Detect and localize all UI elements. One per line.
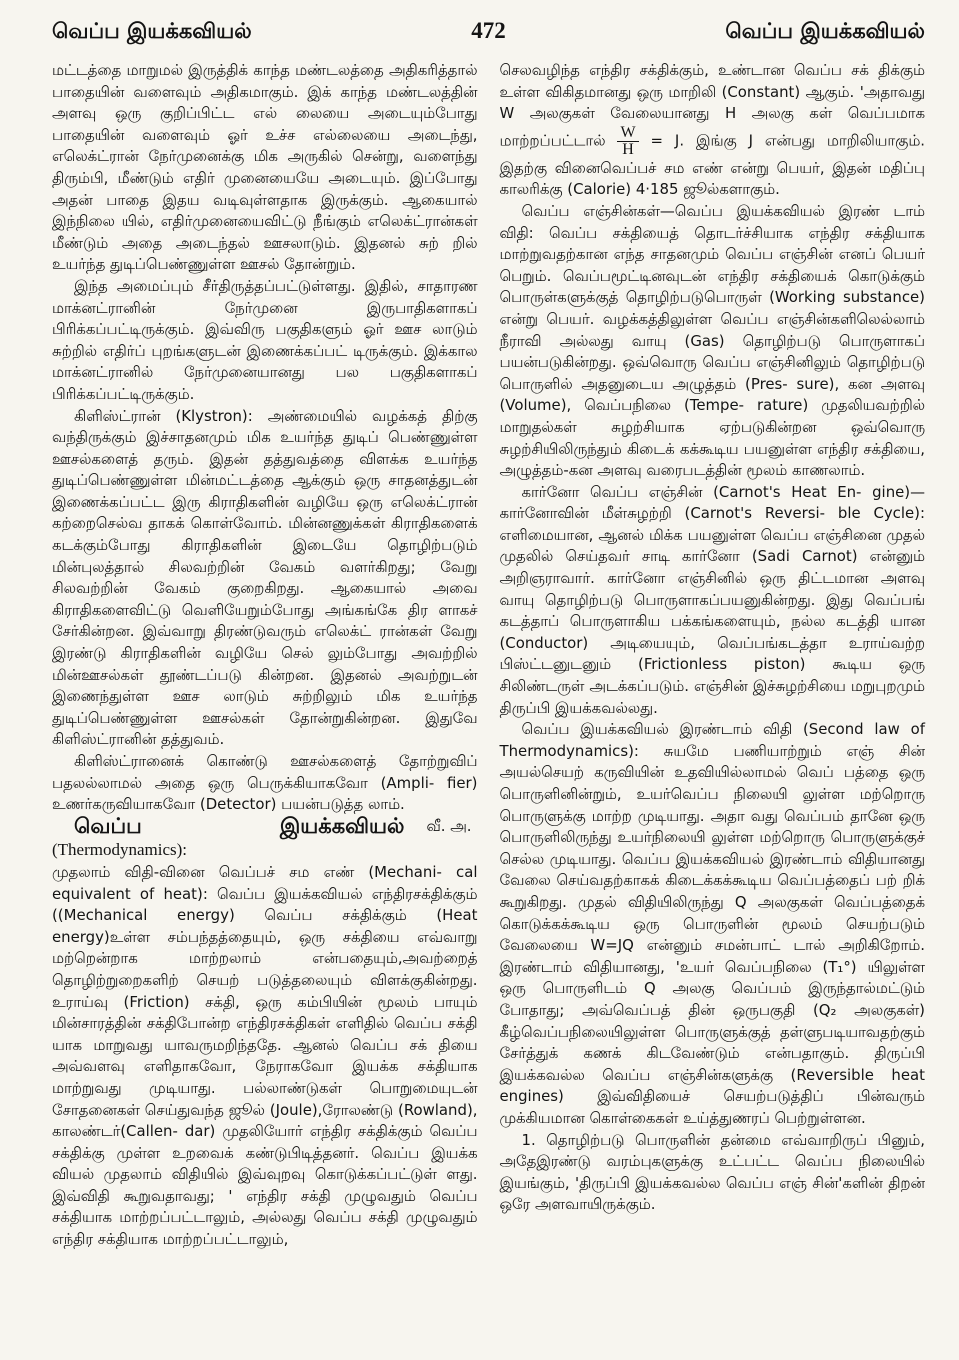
equation-rhs: = J. bbox=[650, 131, 685, 150]
paragraph-text: இங்கு J என்பது மாறிலியாகும். இதற்கு வினைவெப்பச் சம எண் என்று பெயர், இதன் மதிப்பு காலரிக்கு (Calorie) 4·185 ஜூல்களாகும். bbox=[499, 131, 926, 199]
author-initials: வீ. அ. bbox=[426, 816, 472, 835]
paragraph-text: செலவழிந்த எந்திர சக்திக்கும், உண்டான வெப்ப சக் திக்கும் உள்ள விகிதமானது ஒரு மாறிலி (Constant) ஆகும். 'அதாவது W அலகுகள் வேலையானது H அலகு கள் வெப்பமாக மாற்றப்பட்டால் bbox=[499, 61, 925, 150]
right-column bbox=[500, 60, 926, 1251]
article-heading-tamil: வெப்ப இயக்கவியல் bbox=[74, 813, 405, 838]
paragraph: மட்டத்தை மாறுமல் இருத்திக் காந்த மண்டலத்தை அதிகரித்தால் பாதையின் வளைவும் அதிகமாகும். இக் காந்த மண்டலத்தின் அளவு ஒரு குறிப்பிட்ட எல் லையை அடையும்போது பாதையின் வளைவும் ஓர் உச்ச எல்லையை அடைந்து, எலெக்ட்ரான் நேர்முனைக்கு மிக அருகில் சென்று, வளைந்து திரும்பி, மீண்டும் எதிர் முனையையே அடையும். இப்போது அதன் பாதை இதய வடிவுள்ளதாக இருக்கும். ஆகையால் இந்நிலை யில், எதிர்முனையைவிட்டு நீங்கும் எலெக்ட்ரான்கள் மீண்டும் அதை அடைந்தல் ஊசலாடும். இதனல் சுற் றில் உயர்ந்த துடிப்பெண்ணுள்ள ஊசல் தோன்றும். bbox=[52, 61, 478, 274]
paragraph: கார்னோ வெப்ப எஞ்சின் (Carnot's Heat En- gine)—கார்னோவின் மீள்சுழற்றி (Carnot's Reversi- ble Cycle): எளிமையான, ஆனல் மிக்க பயனுள்ள வெப்ப எஞ்சினை முதல் முதலில் செய்தவர் சாடி கார்னோ (Sadi Carnot) என்னும் அறிஞராவார். கார்னோ எஞ்சினில் ஒரு திட்டமான அளவு வாயு தொழிற்படு பொருளாகப்பயனுகின்றது. இது வெப்பங் கடத்தாப் பொருளாகிய பக்கங்களையும், நல்ல கடத்தி யான (Conductor) அடியையும், வெப்பங்கடத்தா உராய்வற்ற பிஸ்ட்டனுடனும் (Frictionless piston) கூடிய ஒரு சிலிண்டருள் அடக்கப்படும். எஞ்சின் இச்சுழற்சியை மறுபுறமும் திருப்பி இயக்கவல்லது. bbox=[499, 482, 925, 717]
fraction-w-over-h bbox=[617, 125, 638, 158]
page-number: 472 bbox=[471, 18, 506, 43]
paragraph: வெப்ப எஞ்சின்கள்—வெப்ப இயக்கவியல் இரண் டாம் விதி: வெப்ப சக்தியைத் தொடர்ச்சியாக எந்திர சக்தியாக மாற்றுவதற்கான எந்த சாதனமும் வெப்ப எஞ்சின் எனப் பெயர் பெறும். வெப்பமூட்டினவுடன் எந்திர சக்தியைக் கொடுக்கும் பொருள்களுக்குத் தொழிற்படுபொருள் (Working substance) என்று பெயர். வழக்கத்திலுள்ள வெப்ப எஞ்சின்களிலெல்லாம் நீராவி அல்லது வாயு (Gas) தொழிற்படு பொருளாகப் பயன்படுகின்றது. ஒவ்வொரு வெப்ப எஞ்சினிலும் தொழிற்படு பொருளில் அதனுடைய அழுத்தம் (Pres- sure), கன அளவு (Volume), வெப்பநிலை (Tempe- rature) முதலியவற்றில் மாறுதல்கள் சுழற்சியாக ஏற்படுகின்றன ஒவ்வொரு சுழற்சியிலிருந்தும் கிடைக் கக்கூடிய பயனுள்ள எந்திர சக்தியை, அழுத்தம்-கன அளவு வரைபடத்தின் மூலம் காணலாம். bbox=[499, 201, 925, 480]
fraction-denominator: H bbox=[622, 140, 634, 158]
article-heading-english: (Thermodynamics): bbox=[52, 840, 188, 860]
running-header bbox=[52, 18, 925, 60]
fraction-numerator: W bbox=[617, 125, 638, 142]
paragraph: இந்த அமைப்பும் சீர்திருத்தப்பட்டுள்ளது. இதில், சாதாரண மாக்னட்ரானின் நேர்முனை இருபாதிகளாகப் பிரிக்கப்பட்டிருக்கும். இவ்விரு பகுதிகளும் ஓர் ஊச லாடும் சுற்றில் எதிர்ப் புறங்களுடன் இணைக்கப்பட் டிருக்கும். இக்கால மாக்னட்ரானில் நேர்முனையானது பல பகுதிகளாகப் பிரிக்கப்பட்டிருக்கும். bbox=[52, 276, 478, 403]
running-title-right: வெப்ப இயக்கவியல் bbox=[725, 19, 925, 43]
two-column-body bbox=[52, 60, 925, 1251]
paragraph: கிளிஸ்ட்ரான் (Klystron): அண்மையில் வழக்கத் திற்கு வந்திருக்கும் இச்சாதனமும் மிக உயர்ந்த துடிப் பெண்ணுள்ள ஊசல்களைத் தரும். இதன் தத்துவத்தை விளக்க உயர்ந்த துடிப்பெண்ணுள்ள மின்மட்டத்தை ஆக்கும் ஒரு சாதனத்துடன் இணைக்கப்பட்ட இரு கிராதிகளின் வழியே ஒரு எலெக்ட்ரான் கற்றைசெல்வ தாகக் கொள்வோம். மின்னணுக்கள் கிராதிகளைக் கடக்கும்போது கிராதிகளின் இடையே தொழிற்படும் மின்புலத்தால் சிலவற்றின் வேகம் வளர்கிறது; வேறு சிலவற்றின் வேகம் குறைகிறது. ஆகையால் அவை கிராதிகளைவிட்டு வெளியேறும்போது அங்கங்கே திர ளாகச் சேர்கின்றன. இவ்வாறு திரண்டுவரும் எலெக்ட் ரான்கள் வேறு இரண்டு கிராதிகளின் வழியே செல் லும்போது அவற்றில் மின்ஊசல்கள் தூண்டப்படு கின்றன. இதனல் அவற்றுடன் இணைந்துள்ள ஊச லாடும் சுற்றிலும் மிக உயர்ந்த துடிப்பெண்ணுள்ள ஊசல்கள் தோன்றுகின்றன. இதுவே கிளிஸ்ட்ரானின் தத்துவம். bbox=[52, 406, 478, 749]
running-title-left: வெப்ப இயக்கவியல் bbox=[52, 19, 252, 43]
paragraph bbox=[500, 60, 926, 201]
paragraph: 1. தொழிற்படு பொருளின் தன்மை எவ்வாறிருப் பினும், அதேஇரண்டு வரம்புகளுக்கு உட்பட்ட வெப்ப நிலையில் இயங்கும், 'திருப்பி இயக்கவல்ல வெப்ப எஞ் சின்'களின் திறன் ஒரே அளவாயிருக்கும். bbox=[499, 1130, 925, 1214]
paragraph: வெப்ப இயக்கவியல் இரண்டாம் விதி (Second law of Thermodynamics): சுயமே பணியாற்றும் எஞ் சின் அயல்செயற் கருவியின் உதவியில்லாமல் வெப் பத்தை ஒரு பொருளினின்றும், உயர்வெப்ப நிலையி லுள்ள மற்றொரு பொருளுக்கு மாற்ற முடியாது. அதா வது வெப்பம் தானே ஒரு பொருளிலிருந்து உயர்நிலையி லுள்ள மற்றொரு பொருளுக்குச் செல்ல முடியாது. வெப்ப இயக்கவியல் இரண்டாம் விதியானது வேலை செய்வதற்காகக் கிடைக்கக்கூடிய வெப்பத்தைப் பற் றிக் கூறுகிறது. முதல் விதியிலிருந்து Q அலகுகள் வெப்பத்தைக் கொடுக்கக்கூடிய ஒரு பொருளின் மூலம் செயற்படும் வேலையை W=JQ என்னும் சமன்பாட் டால் அறிகிறோம். இரண்டாம் விதியானது, 'உயர் வெப்பநிலை (T₁°) யிலுள்ள ஒரு பொருளிடம் Q அலகு வெப்பம் இருந்தால்மட்டும் போதாது; அவ்வெப்பத் தின் ஒருபகுதி (Q₂ அலகுகள்) கீழ்வெப்பநிலையிலுள்ள பொருளுக்குத் தள்ளுபடியாவதற்கும் சேர்த்துக் கணக் கிடவேண்டும் என்பதாகும். திருப்பி இயக்கவல்ல வெப்ப எஞ்சின்களுக்கு (Reversible heat engines) இவ்விதியைச் செயற்படுத்திப் பின்வரும் முக்கியமான கொள்கைகள் உய்த்துணரப் பெற்றுள்ளன. bbox=[499, 720, 925, 1127]
left-column bbox=[52, 60, 478, 1251]
paragraph-text: கிளிஸ்ட்ரானைக் கொண்டு ஊசல்களைத் தோற்றுவிப் பதலல்லாமல் அதை ஒரு பெருக்கியாகவோ (Ampli- fier) உணர்கருவியாகவோ (Detector) பயன்படுத்த லாம். bbox=[52, 752, 478, 814]
paragraph: முதலாம் விதி-வினை வெப்பச் சம எண் (Mechani- cal equivalent of heat): வெப்ப இயக்கவியல் எந்திரசக்திக்கும் ((Mechanical energy) வெப்ப சக்திக்கும் (Heat energy)உள்ள சம்பந்தத்தையும், ஒரு சக்தியை எவ்வாறு மற்றென்றாக மாற்றலாம் என்பதையும்,அவற்றைத் தொழிற்றுறைகளிற் செயற் படுத்தலையும் விளக்குகின்றது. உராய்வு (Friction) சக்தி, ஒரு கம்பியின் மூலம் பாயும் மின்சாரத்தின் சக்திபோன்ற எந்திரசக்திகள் எளிதில் வெப்ப சக்தி யாக மாறுவது யாவருமறிந்ததே. ஆனல் வெப்ப சக் தியை அவ்வளவு எளிதாகவோ, நேராகவோ இயக்க சக்தியாக மாற்றுவது முடியாது. பல்லாண்டுகள் பொறுமையுடன் சோதனைகள் செய்துவந்த ஜூல் (Joule),ரோலண்டு (Rowland), காலண்டர்(Callen- dar) முதலியோர் எந்திர சக்திக்கும் வெப்ப சக்திக்கு முள்ள உறவைக் கண்டுபிடித்தனர். வெப்ப இயக்க வியல் முதலாம் விதியில் இவ்வுறவு கொடுக்கப்பட்டுள் ளது. இவ்விதி கூறுவதாவது; ' எந்திர சக்தி முழுவதும் வெப்ப சக்தியாக மாற்றப்பட்டாலும், அல்லது வெப்ப சக்தி முழுவதும் எந்திர சக்தியாக மாற்றப்பட்டாலும், bbox=[52, 862, 478, 1249]
